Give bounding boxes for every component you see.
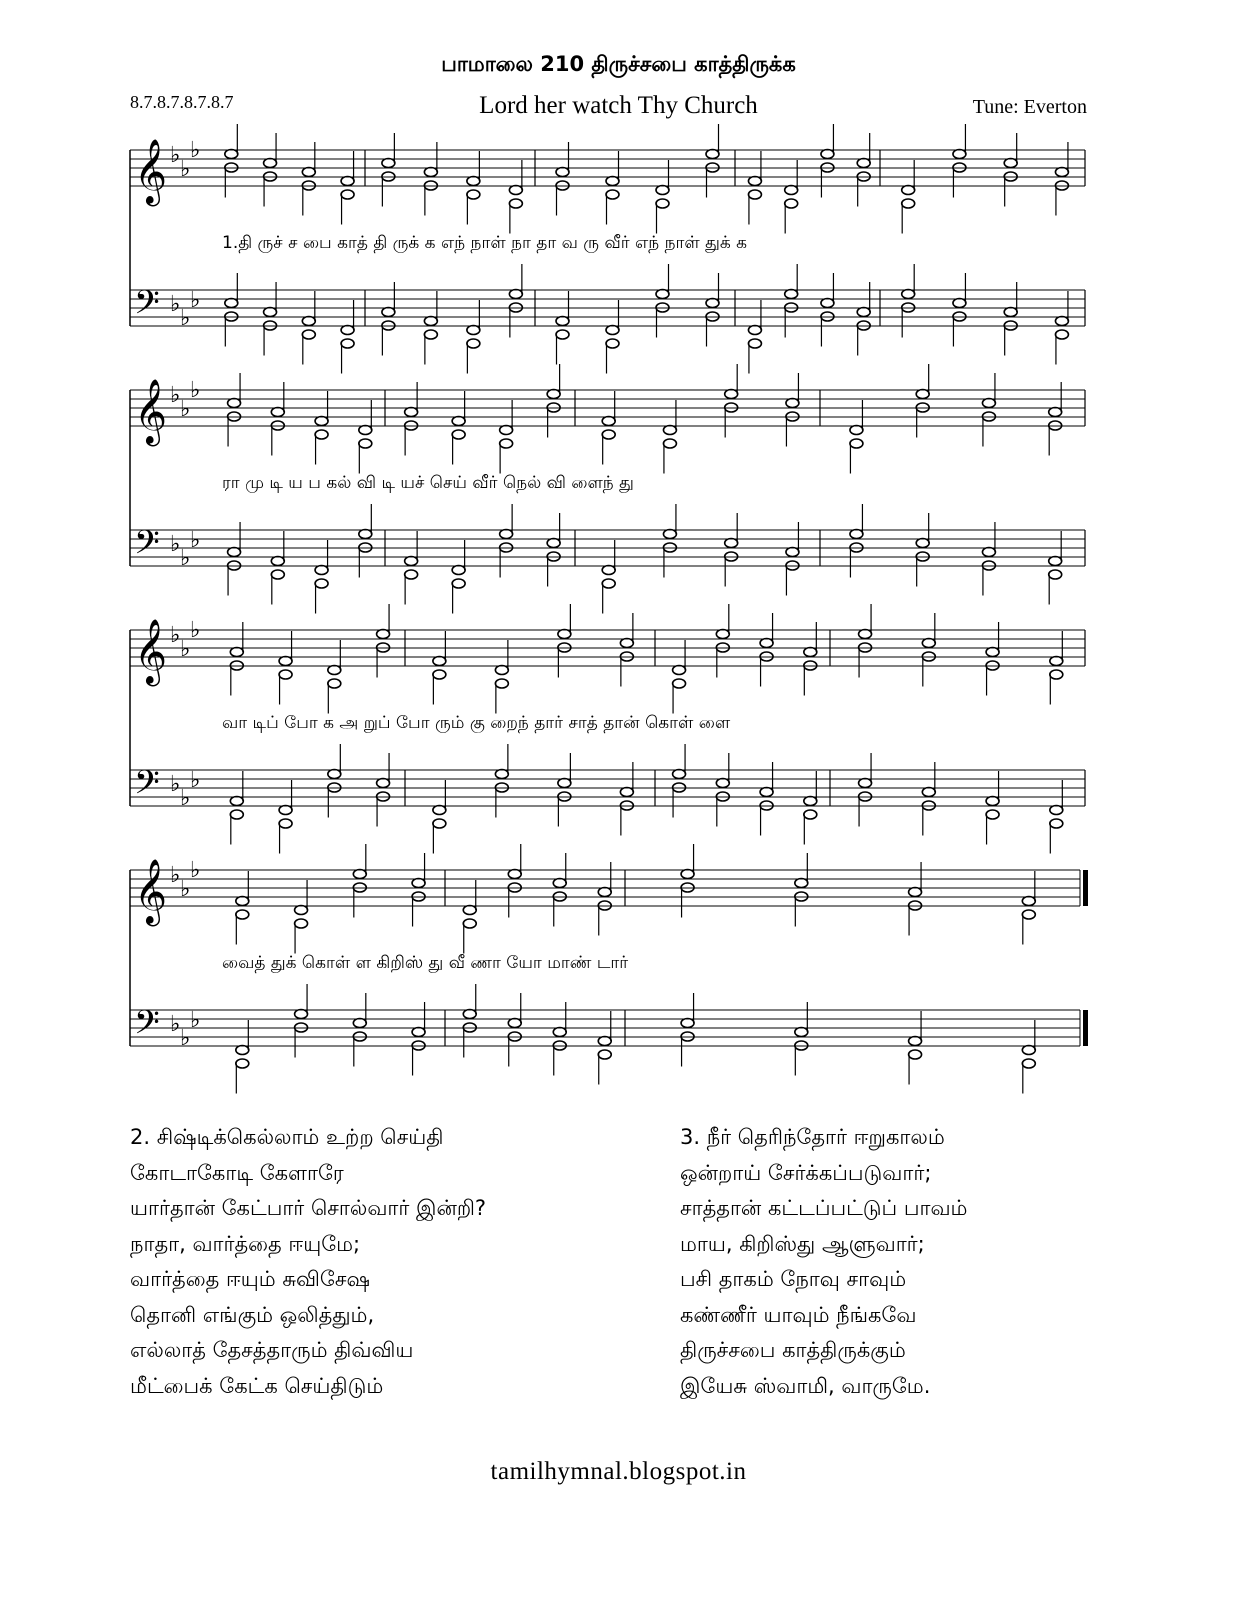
note-head [230, 797, 243, 806]
note-head [922, 788, 935, 797]
verse-line: திருச்சபை காத்திருக்கும் [680, 1338, 906, 1362]
treble-clef-icon: 𝄞 [134, 139, 168, 204]
flat-sign-icon: ♭ [190, 1008, 201, 1033]
note-head [556, 330, 569, 339]
note-head [359, 439, 372, 448]
note-head [463, 906, 476, 915]
note-head [804, 648, 817, 657]
note-head [433, 657, 446, 666]
note-head [328, 679, 341, 688]
note-head [228, 548, 241, 557]
note-head [467, 190, 480, 199]
flat-sign-icon: ♭ [170, 383, 181, 408]
note-head [315, 566, 328, 575]
note-head [353, 1019, 366, 1028]
verse-3 [680, 1120, 967, 1404]
note-head [500, 426, 513, 435]
note-head [748, 339, 761, 348]
note-head [804, 810, 817, 819]
note-head [495, 666, 508, 675]
note-head [341, 190, 354, 199]
note-head [602, 566, 615, 575]
note-head [598, 1037, 611, 1046]
note-head [463, 1010, 476, 1019]
note-head [785, 290, 798, 299]
note-head [556, 317, 569, 326]
note-head [341, 177, 354, 186]
note-head [982, 399, 995, 408]
verse-line: யார்தான் கேட்பார் சொல்வார் இன்றி? [130, 1196, 487, 1220]
note-head [295, 906, 308, 915]
note-head [556, 168, 569, 177]
flat-sign-icon: ♭ [180, 877, 191, 902]
note-head [424, 317, 437, 326]
note-head [1022, 897, 1035, 906]
note-head [821, 299, 834, 308]
note-head [953, 150, 966, 159]
verse-line: 2. சிஷ்டிக்கெல்லாம் உற்ற செய்தி [130, 1125, 444, 1149]
note-head [315, 579, 328, 588]
note-head [909, 1037, 922, 1046]
note-head [377, 779, 390, 788]
note-head [706, 150, 719, 159]
note-head [850, 426, 863, 435]
note-head [953, 299, 966, 308]
note-head [748, 190, 761, 199]
note-head [279, 819, 292, 828]
verse-line: கோடாகோடி கேளாரே [130, 1160, 344, 1185]
note-head [725, 539, 738, 548]
note-head [382, 159, 395, 168]
note-head [500, 439, 513, 448]
verse-line: கண்ணீர் யாவும் நீங்கவே [680, 1302, 917, 1327]
note-head [982, 548, 995, 557]
note-head [859, 630, 872, 639]
lyrics-line-1: 1.தி ருச் ச பை காத் தி ருக் க எந் நாள் நா தா வ ரு வீர் எந் நாள் துக் க [222, 233, 748, 253]
note-head [315, 430, 328, 439]
lyrics-line-3: வா டிப் போ க அ றுப் போ ரும் கு றைந் தார் சாத் தான் கொள் ளை [222, 713, 731, 733]
note-head [279, 670, 292, 679]
note-head [986, 648, 999, 657]
flat-sign-icon: ♭ [190, 768, 201, 793]
verse-line: சாத்தான் கட்டப்பட்டுப் பாவம் [680, 1196, 968, 1220]
note-head [1022, 1059, 1035, 1068]
note-head [916, 539, 929, 548]
flat-sign-icon: ♭ [180, 397, 191, 422]
verse-line: நாதா, வார்த்தை ஈயுமே; [130, 1231, 361, 1256]
flat-sign-icon: ♭ [170, 772, 181, 797]
note-head [673, 679, 686, 688]
note-head [902, 186, 915, 195]
note-head [230, 648, 243, 657]
note-head [236, 1059, 249, 1068]
note-head [359, 426, 372, 435]
note-head [553, 879, 566, 888]
note-head [271, 570, 284, 579]
lyrics-line-2: ரா மு டி ய ப கல் வி டி யச் செய் வீர் நெல் வி ளைந் து [222, 473, 634, 493]
note-head [467, 339, 480, 348]
note-head [716, 779, 729, 788]
note-head [225, 299, 238, 308]
note-head [850, 530, 863, 539]
flat-sign-icon: ♭ [190, 528, 201, 553]
bass-clef-icon: 𝄢 [134, 764, 160, 810]
tune-label: Tune: Everton [972, 96, 1087, 118]
note-head [821, 150, 834, 159]
flat-sign-icon: ♭ [170, 143, 181, 168]
note-head [795, 879, 808, 888]
note-head [452, 430, 465, 439]
note-head [509, 290, 522, 299]
note-head [236, 910, 249, 919]
note-head [1055, 330, 1068, 339]
note-head [236, 1046, 249, 1055]
verse-line: வார்த்தை ஈயும் சுவிசேஷ [130, 1267, 370, 1291]
note-head [1022, 1046, 1035, 1055]
note-head [271, 408, 284, 417]
note-head [341, 326, 354, 335]
note-head [602, 579, 615, 588]
flat-sign-icon: ♭ [180, 1026, 191, 1051]
note-head [508, 1019, 521, 1028]
flat-sign-icon: ♭ [170, 532, 181, 557]
note-head [706, 299, 719, 308]
note-head [271, 557, 284, 566]
verse-line: பசி தாகம் நோவு சாவும் [680, 1267, 907, 1291]
english-subtitle: Lord her watch Thy Church [479, 92, 758, 119]
note-head [279, 806, 292, 815]
final-barline [1083, 1010, 1088, 1046]
note-head [424, 330, 437, 339]
note-head [1004, 159, 1017, 168]
note-head [1050, 806, 1063, 815]
note-head [467, 177, 480, 186]
flat-sign-icon: ♭ [190, 618, 201, 643]
note-head [902, 290, 915, 299]
note-head [606, 177, 619, 186]
note-head [558, 630, 571, 639]
note-head [302, 168, 315, 177]
note-head [986, 810, 999, 819]
note-head [547, 539, 560, 548]
note-head [264, 308, 277, 317]
note-head [508, 870, 521, 879]
note-head [225, 150, 238, 159]
note-head [382, 308, 395, 317]
flat-sign-icon: ♭ [180, 637, 191, 662]
note-head [606, 190, 619, 199]
flat-sign-icon: ♭ [170, 863, 181, 888]
note-head [1049, 557, 1062, 566]
final-barline [1083, 870, 1088, 906]
note-head [760, 639, 773, 648]
note-head [452, 417, 465, 426]
verse-2 [130, 1120, 486, 1404]
note-head [467, 326, 480, 335]
flat-sign-icon: ♭ [180, 786, 191, 811]
verse-line: மீட்பைக் கேட்க செய்திடும் [130, 1373, 384, 1398]
bass-clef-icon: 𝄢 [134, 284, 160, 330]
note-head [785, 186, 798, 195]
meter-label: 8.7.8.7.8.7.8.7 [130, 92, 234, 112]
note-head [328, 666, 341, 675]
note-head [681, 1019, 694, 1028]
note-head [424, 168, 437, 177]
note-head [452, 579, 465, 588]
treble-clef-icon: 𝄞 [134, 619, 168, 684]
note-head [602, 430, 615, 439]
note-head [405, 408, 418, 417]
note-head [433, 819, 446, 828]
note-head [725, 390, 738, 399]
note-head [264, 159, 277, 168]
flat-sign-icon: ♭ [170, 1012, 181, 1037]
verse-line: இயேசு ஸ்வாமி, வாருமே. [680, 1373, 931, 1398]
note-head [509, 199, 522, 208]
note-head [328, 770, 341, 779]
flat-sign-icon: ♭ [170, 623, 181, 648]
note-head [500, 530, 513, 539]
bass-clef-icon: 𝄢 [134, 1004, 160, 1050]
flat-sign-icon: ♭ [170, 292, 181, 317]
note-head [760, 788, 773, 797]
lyrics-line-4: வைத் துக் கொள் ள கிறிஸ் து வீ ணா யோ மாண் டார் [222, 953, 629, 973]
note-head [663, 439, 676, 448]
note-head [620, 639, 633, 648]
note-head [909, 888, 922, 897]
note-head [786, 548, 799, 557]
note-head [656, 290, 669, 299]
bass-clef-icon: 𝄢 [134, 524, 160, 570]
note-head [433, 806, 446, 815]
note-head [452, 566, 465, 575]
note-head [1050, 657, 1063, 666]
note-head [1050, 670, 1063, 679]
note-head [859, 779, 872, 788]
note-head [620, 788, 633, 797]
note-head [656, 199, 669, 208]
note-head [606, 339, 619, 348]
note-head [558, 779, 571, 788]
note-head [804, 797, 817, 806]
flat-sign-icon: ♭ [190, 138, 201, 163]
note-head [1049, 570, 1062, 579]
note-head [673, 770, 686, 779]
note-head [902, 199, 915, 208]
note-head [606, 326, 619, 335]
treble-clef-icon: 𝄞 [134, 859, 168, 924]
flat-sign-icon: ♭ [180, 306, 191, 331]
note-head [495, 679, 508, 688]
note-head [916, 390, 929, 399]
note-head [279, 657, 292, 666]
note-head [656, 186, 669, 195]
note-head [1022, 910, 1035, 919]
footer-url: tamilhymnal.blogspot.in [490, 1458, 747, 1485]
note-head [909, 1050, 922, 1059]
note-head [795, 1028, 808, 1037]
note-head [1055, 168, 1068, 177]
note-head [1004, 308, 1017, 317]
note-head [341, 339, 354, 348]
flat-sign-icon: ♭ [180, 157, 191, 182]
note-head [1055, 317, 1068, 326]
flat-sign-icon: ♭ [190, 858, 201, 883]
note-head [553, 1028, 566, 1037]
note-head [673, 666, 686, 675]
note-head [228, 399, 241, 408]
note-head [495, 770, 508, 779]
note-head [295, 1010, 308, 1019]
note-head [748, 177, 761, 186]
treble-clef-icon: 𝄞 [134, 379, 168, 444]
note-head [598, 888, 611, 897]
note-head [786, 399, 799, 408]
flat-sign-icon: ♭ [180, 546, 191, 571]
note-head [230, 810, 243, 819]
note-head [547, 390, 560, 399]
note-head [377, 630, 390, 639]
verse-line: மாய, கிறிஸ்து ஆளுவார்; [680, 1231, 925, 1256]
note-head [302, 317, 315, 326]
note-head [353, 870, 366, 879]
note-head [748, 326, 761, 335]
note-head [785, 199, 798, 208]
note-head [463, 919, 476, 928]
note-head [1050, 819, 1063, 828]
note-head [663, 426, 676, 435]
note-head [433, 670, 446, 679]
note-head [405, 570, 418, 579]
note-head [986, 797, 999, 806]
note-head [857, 159, 870, 168]
note-head [850, 439, 863, 448]
note-head [359, 530, 372, 539]
note-head [1049, 408, 1062, 417]
note-head [922, 639, 935, 648]
verse-line: 3. நீர் தெரிந்தோர் ஈறுகாலம் [680, 1125, 945, 1149]
flat-sign-icon: ♭ [190, 288, 201, 313]
verse-line: தொனி எங்கும் ஒலித்தும், [130, 1302, 375, 1327]
note-head [412, 879, 425, 888]
note-head [412, 1028, 425, 1037]
verse-line: எல்லாத் தேசத்தாரும் திவ்விய [130, 1338, 414, 1362]
note-head [716, 630, 729, 639]
note-head [857, 308, 870, 317]
hymn-title: பாமாலை 210 திருச்சபை காத்திருக்க [441, 52, 796, 76]
verse-line: ஒன்றாய் சேர்க்கப்படுவார்; [680, 1160, 932, 1185]
note-head [663, 530, 676, 539]
note-head [681, 870, 694, 879]
note-head [295, 919, 308, 928]
note-head [302, 330, 315, 339]
note-head [598, 1050, 611, 1059]
note-head [509, 186, 522, 195]
flat-sign-icon: ♭ [190, 378, 201, 403]
note-head [602, 417, 615, 426]
note-head [315, 417, 328, 426]
note-head [405, 557, 418, 566]
note-head [236, 897, 249, 906]
